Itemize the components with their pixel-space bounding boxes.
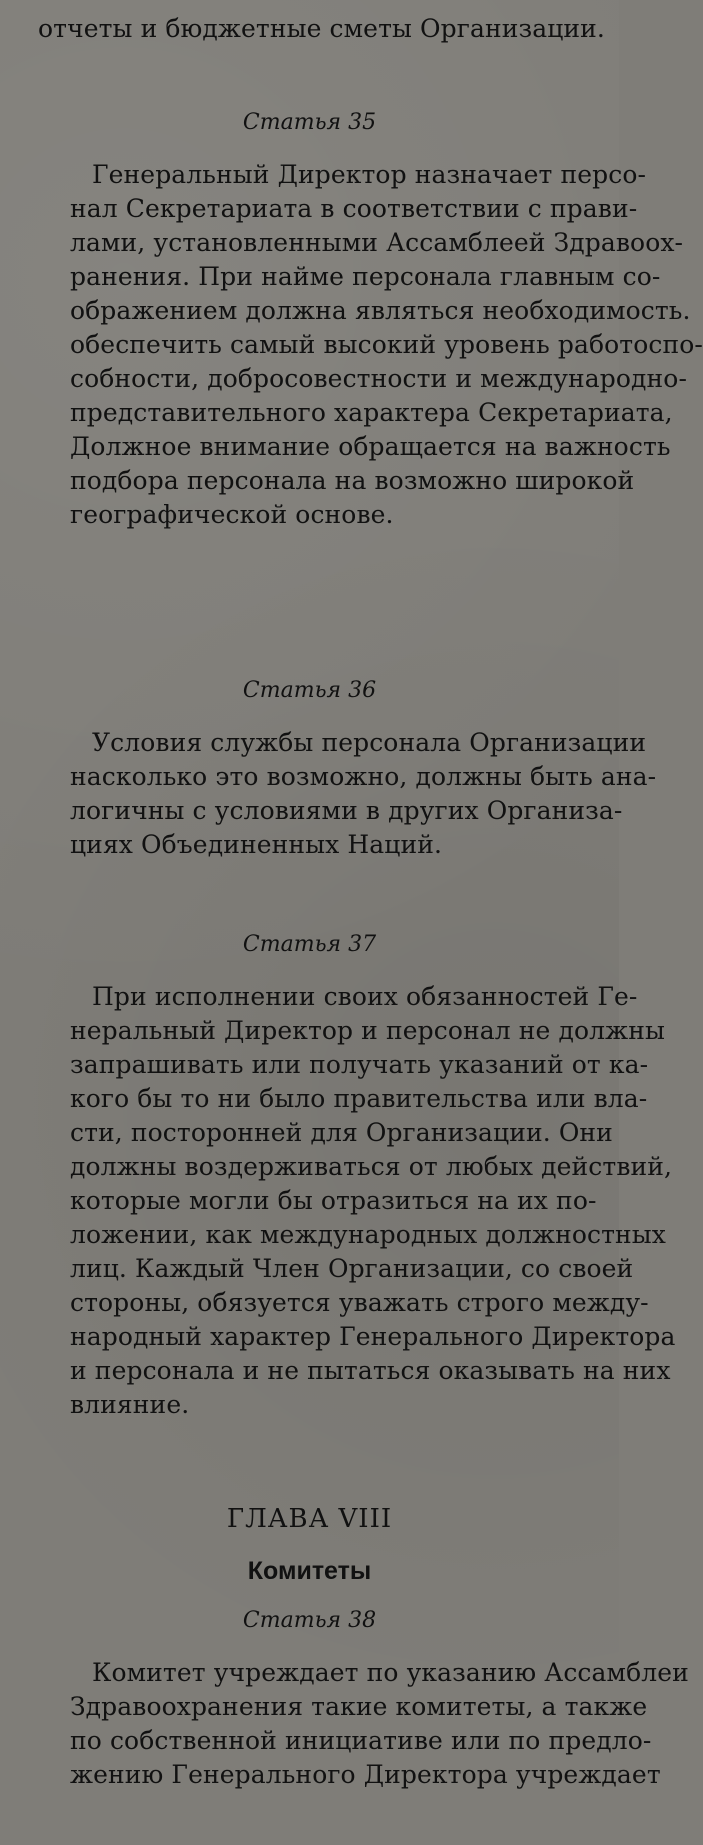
article-37-line: должны воздерживаться от любых действий, — [70, 1152, 673, 1181]
article-37-line: неральный Директор и персонал не должны — [70, 1016, 665, 1045]
article-38-line: Здравоохранения такие комитеты, а также — [70, 1692, 648, 1721]
article-35-line: Генеральный Директор назначает персо- — [92, 160, 647, 189]
article-37-line: и персонала и не пытаться оказывать на них — [70, 1356, 671, 1385]
article-37-line: ложении, как международных должностных — [70, 1220, 666, 1249]
article-37-line: которые могли бы отразиться на их по- — [70, 1186, 597, 1215]
continued-text-line: отчеты и бюджетные сметы Организации. — [38, 14, 605, 43]
article-35-line: лами, установленными Ассамблеей Здравоох- — [70, 228, 684, 257]
article-37-line: При исполнении своих обязанностей Ге- — [92, 982, 638, 1011]
article-35-line: географической основе. — [70, 500, 394, 529]
article-37-line: лиц. Каждый Член Организации, со своей — [70, 1254, 634, 1283]
article-35-line: представительного характера Секретариата, — [70, 398, 673, 427]
article-35-line: обеспечить самый высокий уровень работоспо- — [70, 330, 703, 359]
article-36-line: Условия службы персонала Организации — [92, 728, 647, 757]
article-37-line: стороны, обязуется уважать строго между- — [70, 1288, 649, 1317]
article-35-line: подбора персонала на возможно широкой — [70, 466, 635, 495]
article-36-line: насколько это возможно, должны быть ана- — [70, 762, 657, 791]
chapter-title: ГЛАВА VIII — [226, 1504, 393, 1534]
article-37-line: сти, посторонней для Организации. Они — [70, 1118, 613, 1147]
article-37-line: влияние. — [70, 1390, 190, 1419]
chapter-subtitle: Комитеты — [247, 1557, 372, 1585]
article-36-line: циях Объединенных Наций. — [70, 830, 443, 859]
article-35-line: нал Секретариата в соответствии с прави- — [70, 194, 638, 223]
article-36-heading: Статья 36 — [242, 678, 377, 703]
article-37-line: запрашивать или получать указаний от ка- — [70, 1050, 649, 1079]
article-35-line: ранения. При найме персонала главным со- — [70, 262, 661, 291]
article-35-line: Должное внимание обращается на важность — [70, 432, 671, 461]
article-37-heading: Статья 37 — [242, 932, 377, 957]
article-38-line: Комитет учреждает по указанию Ассамблеи — [92, 1658, 689, 1687]
article-35-heading: Статья 35 — [242, 110, 377, 135]
article-36-line: логичны с условиями в других Организа- — [70, 796, 623, 825]
article-37-line: кого бы то ни было правительства или вла- — [70, 1084, 648, 1113]
article-37-line: народный характер Генерального Директора — [70, 1322, 676, 1351]
article-35-line: ображением должна являться необходимость. — [70, 296, 691, 325]
article-38-heading: Статья 38 — [242, 1608, 377, 1633]
article-38-line: жению Генерального Директора учреждает — [70, 1760, 661, 1789]
article-35-line: собности, добросовестности и международно- — [70, 364, 687, 393]
article-38-line: по собственной инициативе или по предло- — [70, 1726, 652, 1755]
